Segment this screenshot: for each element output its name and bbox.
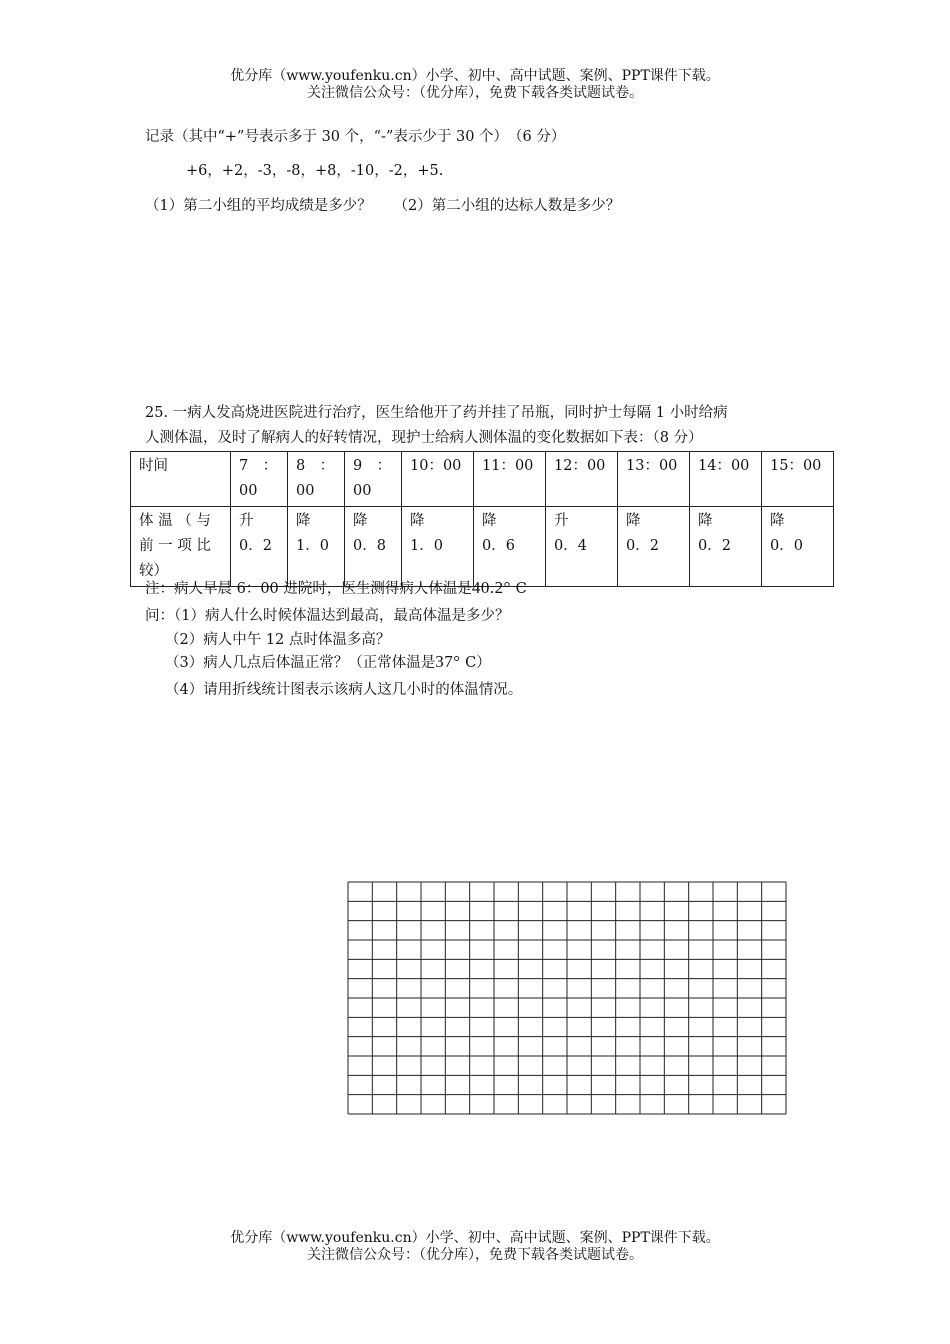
table-cell-time: 7 ： 00 xyxy=(231,452,288,507)
footer-line-2: 关注微信公众号：（优分库），免费下载各类试题试卷。 xyxy=(307,1247,643,1263)
table-cell-change: 升 0．4 xyxy=(546,507,618,587)
table-cell-change: 降 1．0 xyxy=(288,507,345,587)
q25-ask-4: （4）请用折线统计图表示该病人这几小时的体温情况。 xyxy=(165,682,523,698)
table-cell-change: 降 0．0 xyxy=(762,507,834,587)
table-cell-time: 13：00 xyxy=(618,452,690,507)
normal-temperature: 37° xyxy=(435,652,461,671)
table-cell-time: 10：00 xyxy=(402,452,474,507)
table-head-time: 时间 xyxy=(131,452,231,507)
table-cell-time: 11：00 xyxy=(474,452,546,507)
q25-stem-line-1: 25. 一病人发高烧进医院进行治疗，医生给他开了药并挂了吊瓶，同时护士每隔 1 小时给病 xyxy=(145,405,728,421)
answer-grid xyxy=(347,881,787,1115)
footer-line-1: 优分库（www.youfenku.cn）小学、初中、高中试题、案例、PPT课件下载。 xyxy=(230,1230,720,1246)
table-cell-change: 降 0．2 xyxy=(618,507,690,587)
table-row-change xyxy=(131,507,834,587)
q24-intro: 记录（其中“+”号表示多于 30 个，“-”表示少于 30 个） （6 分） xyxy=(145,129,566,145)
q24-data: +6，+2，-3，-8，+8，-10，-2，+5. xyxy=(186,163,444,179)
table-cell-change: 升 0．2 xyxy=(231,507,288,587)
q24-questions: （1）第二小组的平均成绩是多少？ （2）第二小组的达标人数是多少？ xyxy=(145,198,621,214)
table-cell-time: 8 ： 00 xyxy=(288,452,345,507)
table-cell-change: 降 0．6 xyxy=(474,507,546,587)
table-cell-time: 9 ： 00 xyxy=(345,452,402,507)
table-cell-time: 12：00 xyxy=(546,452,618,507)
q25-note: 注：病人早晨 6：00 进院时，医生测得病人体温是40.2° C xyxy=(145,578,527,597)
q25-ask-2: （2）病人中午 12 点时体温多高？ xyxy=(165,632,391,648)
table-cell-change: 降 0．2 xyxy=(690,507,762,587)
table-head-change: 体 温 （ 与 前 一 项 比 较） xyxy=(131,507,231,587)
page-footer xyxy=(0,1230,950,1264)
temperature-table xyxy=(130,451,834,587)
table-row-time xyxy=(131,452,834,507)
q25-ask-1: 问：（1）病人什么时候体温达到最高，最高体温是多少？ xyxy=(145,608,510,624)
q25-stem-line-2: 人测体温，及时了解病人的好转情况，现护士给病人测体温的变化数据如下表：（8 分） xyxy=(145,430,703,446)
table-cell-change: 降 1．0 xyxy=(402,507,474,587)
table-cell-time: 15：00 xyxy=(762,452,834,507)
table-cell-change: 降 0．8 xyxy=(345,507,402,587)
header-line-1: 优分库（www.youfenku.cn）小学、初中、高中试题、案例、PPT课件下载。 xyxy=(230,68,720,84)
header-line-2: 关注微信公众号：（优分库），免费下载各类试题试卷。 xyxy=(307,85,643,101)
q25-ask-3: （3）病人几点后体温正常？（正常体温是37° C） xyxy=(165,652,491,671)
page-header xyxy=(0,68,950,102)
note-temperature: 40.2° xyxy=(471,578,511,597)
table-cell-time: 14：00 xyxy=(690,452,762,507)
